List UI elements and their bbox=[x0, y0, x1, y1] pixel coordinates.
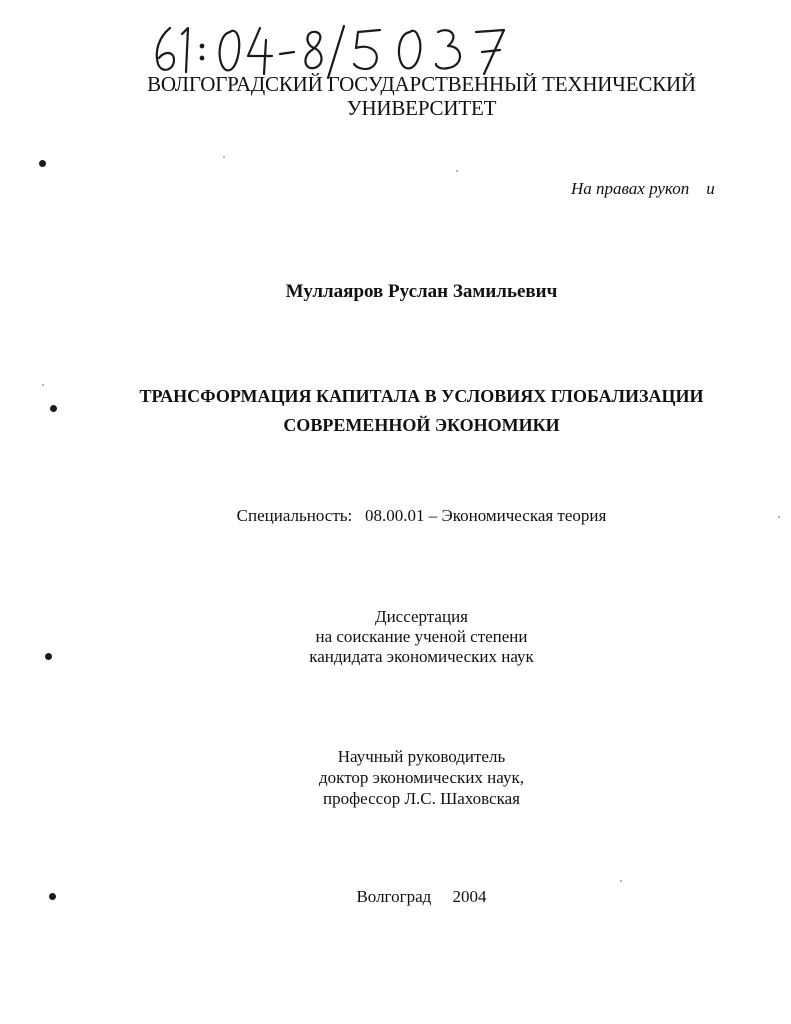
scan-mark-3 bbox=[45, 653, 52, 660]
supervisor-line3: профессор Л.С. Шаховская bbox=[323, 789, 520, 808]
handwritten-number-drawing bbox=[148, 18, 528, 80]
manuscript-rights-note: На правах рукоп и bbox=[571, 179, 715, 198]
scan-speck bbox=[778, 516, 780, 518]
author-name: Муллаяров Руслан Замильевич bbox=[285, 281, 558, 302]
university-name-line1: ВОЛГОГРАДСКИЙ ГОСУДАРСТВЕННЫЙ ТЕХНИЧЕСКИЙ bbox=[147, 72, 696, 96]
scan-speck bbox=[223, 156, 225, 158]
dissertation-line2: на соискание ученой степени bbox=[315, 627, 528, 646]
specialty-line: Специальность: 08.00.01 – Экономическая теория bbox=[236, 506, 607, 525]
scan-speck bbox=[456, 170, 458, 172]
scan-mark-4 bbox=[49, 893, 56, 900]
dissertation-line1: Диссертация bbox=[374, 607, 468, 626]
scan-mark-1 bbox=[39, 160, 46, 167]
scan-speck bbox=[42, 384, 44, 386]
scan-mark-2 bbox=[50, 405, 57, 412]
university-name-line2: УНИВЕРСИТЕТ bbox=[346, 96, 497, 120]
supervisor-line2: доктор экономических наук, bbox=[319, 768, 524, 787]
scan-speck bbox=[620, 880, 622, 882]
handwritten-catalog-number bbox=[148, 18, 528, 80]
place-and-year: Волгоград 2004 bbox=[356, 887, 487, 906]
thesis-title-line2: СОВРЕМЕННОЙ ЭКОНОМИКИ bbox=[283, 415, 560, 435]
thesis-title-line1: ТРАНСФОРМАЦИЯ КАПИТАЛА В УСЛОВИЯХ ГЛОБАЛИЗАЦИИ bbox=[139, 386, 704, 406]
dissertation-line3: кандидата экономических наук bbox=[309, 647, 534, 666]
supervisor-line1: Научный руководитель bbox=[337, 747, 506, 766]
